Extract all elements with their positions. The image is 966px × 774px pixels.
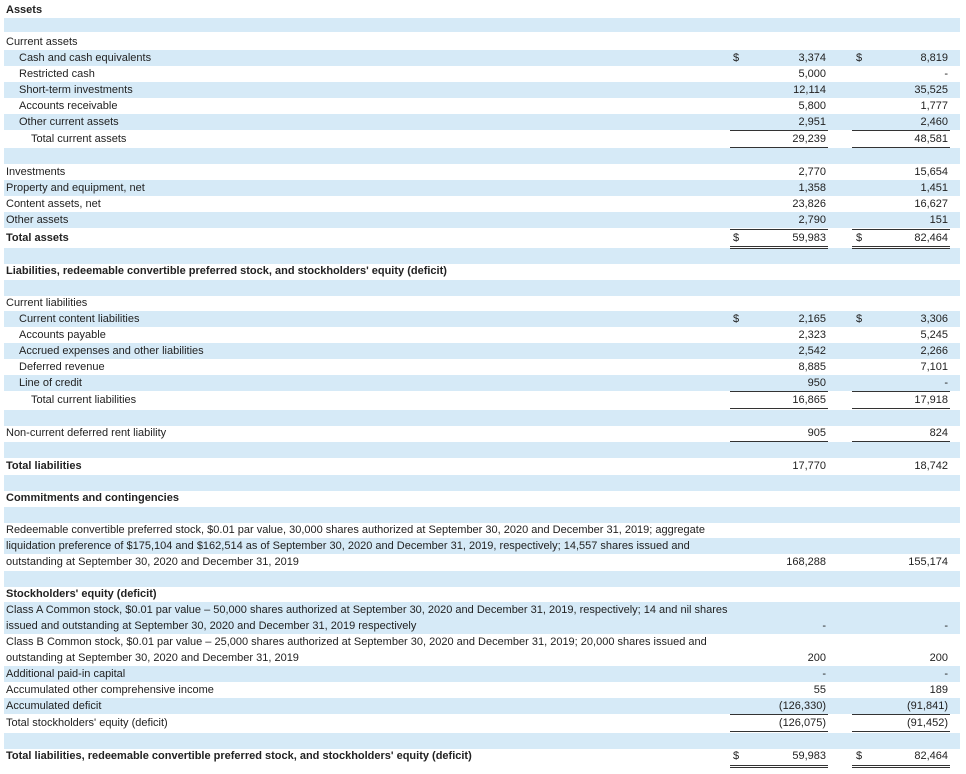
value-2020: 950 bbox=[807, 377, 826, 389]
value-2020: - bbox=[822, 620, 826, 632]
value-2019: 82,464 bbox=[914, 750, 948, 762]
value-2019: - bbox=[944, 377, 948, 389]
total-rule bbox=[730, 765, 828, 768]
value-2020: 12,114 bbox=[793, 84, 826, 96]
row-label: Content assets, net bbox=[6, 198, 101, 210]
subtotal-rule bbox=[852, 441, 950, 442]
row-label: Current content liabilities bbox=[19, 313, 140, 325]
currency-symbol: $ bbox=[856, 52, 863, 64]
currency-symbol: $ bbox=[733, 750, 740, 762]
row-label: Short-term investments bbox=[19, 84, 133, 96]
value-2019: 2,460 bbox=[920, 116, 948, 128]
value-2020: 200 bbox=[807, 652, 826, 664]
value-2019: - bbox=[944, 68, 948, 80]
row-label-line2: liquidation preference of $175,104 and $162,514 as of September 30, 2020 and December 31, 2019, respectively; 14,557 shares issued and bbox=[6, 540, 690, 552]
value-2020: 59,983 bbox=[792, 232, 826, 244]
row-band bbox=[4, 442, 960, 458]
value-2020: 2,951 bbox=[798, 116, 826, 128]
value-2019: 200 bbox=[929, 652, 948, 664]
value-2020: 2,790 bbox=[798, 214, 826, 226]
value-2019: 16,627 bbox=[914, 198, 948, 210]
value-2019: 824 bbox=[929, 427, 948, 439]
value-2020: 5,800 bbox=[798, 100, 826, 112]
row-label: Total current assets bbox=[31, 133, 127, 145]
subtotal-rule bbox=[730, 147, 828, 148]
row-label: Class A Common stock, $0.01 par value – 50,000 shares authorized at September 30, 2020 and December 31, 2019, respectively; 14 and nil shares bbox=[6, 604, 728, 616]
row-band bbox=[4, 507, 960, 523]
value-2019: 15,654 bbox=[914, 166, 948, 178]
value-2020: 2,323 bbox=[798, 329, 826, 341]
row-label: Total liabilities, redeemable convertible preferred stock, and stockholders' equity (deficit) bbox=[6, 750, 472, 762]
row-label: Investments bbox=[6, 166, 66, 178]
row-band bbox=[4, 248, 960, 264]
row-band bbox=[4, 148, 960, 164]
value-2020: 16,865 bbox=[792, 394, 826, 406]
row-band bbox=[4, 733, 960, 749]
row-label: Accumulated other comprehensive income bbox=[6, 684, 214, 696]
currency-symbol: $ bbox=[856, 313, 863, 325]
row-label: Total current liabilities bbox=[31, 394, 137, 406]
row-label: Additional paid-in capital bbox=[6, 668, 126, 680]
row-label: Deferred revenue bbox=[19, 361, 105, 373]
value-2019: - bbox=[944, 620, 948, 632]
value-2020: 2,770 bbox=[798, 166, 826, 178]
row-label-line2: outstanding at September 30, 2020 and December 31, 2019 bbox=[6, 652, 299, 664]
value-2020: 168,288 bbox=[786, 556, 826, 568]
row-band bbox=[4, 475, 960, 491]
row-label: Property and equipment, net bbox=[6, 182, 145, 194]
value-2019: 1,777 bbox=[920, 100, 948, 112]
row-label-line3: outstanding at September 30, 2020 and December 31, 2019 bbox=[6, 556, 299, 568]
row-label: Accrued expenses and other liabilities bbox=[19, 345, 204, 357]
row-label-line2: issued and outstanding at September 30, 2020 and December 31, 2019 respectively bbox=[6, 620, 417, 632]
value-2020: 2,542 bbox=[798, 345, 826, 357]
value-2020: 59,983 bbox=[792, 750, 826, 762]
row-label: Cash and cash equivalents bbox=[19, 52, 152, 64]
row-label: Class B Common stock, $0.01 par value – 25,000 shares authorized at September 30, 2020 and December 31, 2019; 20,000 shares issued and bbox=[6, 636, 707, 648]
currency-symbol: $ bbox=[856, 232, 863, 244]
value-2020: (126,330) bbox=[778, 700, 826, 712]
value-2019: (91,841) bbox=[907, 700, 948, 712]
total-rule bbox=[852, 246, 950, 249]
currency-symbol: $ bbox=[733, 52, 740, 64]
row-label: Total assets bbox=[6, 232, 69, 244]
row-label: Total liabilities bbox=[6, 460, 82, 472]
subtotal-rule bbox=[730, 441, 828, 442]
section-header-equity: Stockholders' equity (deficit) bbox=[6, 588, 157, 600]
value-2020: 29,239 bbox=[792, 133, 826, 145]
value-2020: 3,374 bbox=[798, 52, 826, 64]
value-2019: 17,918 bbox=[914, 394, 948, 406]
section-header-assets: Assets bbox=[6, 4, 43, 16]
value-2019: 18,742 bbox=[914, 460, 948, 472]
currency-symbol: $ bbox=[733, 313, 740, 325]
value-2019: 5,245 bbox=[920, 329, 948, 341]
value-2020: 8,885 bbox=[798, 361, 826, 373]
value-2020: (126,075) bbox=[778, 717, 826, 729]
value-2019: 8,819 bbox=[920, 52, 948, 64]
row-band bbox=[4, 18, 960, 32]
value-2020: 23,826 bbox=[792, 198, 826, 210]
row-label: Accounts receivable bbox=[19, 100, 118, 112]
row-label: Accounts payable bbox=[19, 329, 106, 341]
row-label: Current assets bbox=[6, 36, 78, 48]
value-2020: 905 bbox=[807, 427, 826, 439]
total-rule bbox=[852, 765, 950, 768]
value-2019: 189 bbox=[929, 684, 948, 696]
value-2019: 2,266 bbox=[920, 345, 948, 357]
row-label: Current liabilities bbox=[6, 297, 88, 309]
row-label: Total stockholders' equity (deficit) bbox=[6, 717, 168, 729]
value-2019: 3,306 bbox=[920, 313, 948, 325]
subtotal-rule bbox=[852, 147, 950, 148]
section-header-liabilities: Liabilities, redeemable convertible preferred stock, and stockholders' equity (deficit) bbox=[6, 265, 447, 277]
row-label: Non-current deferred rent liability bbox=[6, 427, 167, 439]
currency-symbol: $ bbox=[733, 232, 740, 244]
row-label: Other current assets bbox=[19, 116, 119, 128]
value-2020: 55 bbox=[813, 684, 826, 696]
section-header-commitments: Commitments and contingencies bbox=[6, 492, 179, 504]
value-2019: 82,464 bbox=[914, 232, 948, 244]
value-2020: 2,165 bbox=[798, 313, 826, 325]
value-2020: 1,358 bbox=[798, 182, 826, 194]
row-label: Redeemable convertible preferred stock, $0.01 par value, 30,000 shares authorized at September 30, 2020 and December 31, 2019; aggregate bbox=[6, 524, 705, 536]
total-rule bbox=[730, 246, 828, 249]
value-2019: 48,581 bbox=[914, 133, 948, 145]
currency-symbol: $ bbox=[856, 750, 863, 762]
row-label: Line of credit bbox=[19, 377, 82, 389]
value-2019: 35,525 bbox=[914, 84, 948, 96]
subtotal-rule bbox=[852, 731, 950, 732]
value-2020: - bbox=[822, 668, 826, 680]
subtotal-rule bbox=[852, 408, 950, 409]
subtotal-rule bbox=[730, 731, 828, 732]
value-2019: 7,101 bbox=[920, 361, 948, 373]
row-label: Restricted cash bbox=[19, 68, 95, 80]
subtotal-rule bbox=[730, 408, 828, 409]
row-band bbox=[4, 571, 960, 587]
value-2019: 1,451 bbox=[920, 182, 948, 194]
value-2019: 151 bbox=[929, 214, 948, 226]
value-2019: - bbox=[944, 668, 948, 680]
value-2020: 17,770 bbox=[792, 460, 826, 472]
row-band bbox=[4, 410, 960, 426]
value-2019: 155,174 bbox=[908, 556, 948, 568]
row-band bbox=[4, 280, 960, 296]
value-2019: (91,452) bbox=[907, 717, 948, 729]
row-label: Other assets bbox=[6, 214, 69, 226]
value-2020: 5,000 bbox=[798, 68, 826, 80]
row-label: Accumulated deficit bbox=[6, 700, 102, 712]
